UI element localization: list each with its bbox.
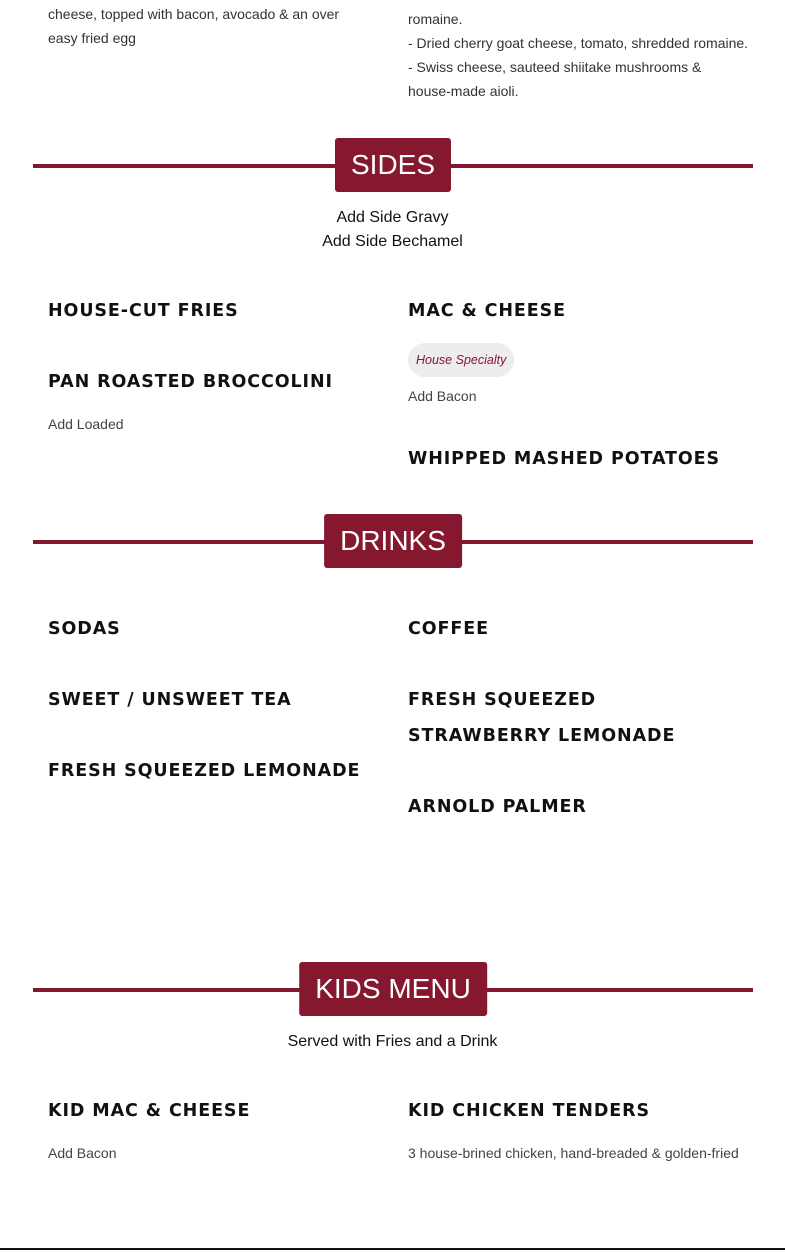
menu-item-coffee: COFFEE [408,619,489,639]
menu-item-description: 3 house-brined chicken, hand-breaded & golden-fried [408,1145,739,1161]
addon-loaded: Add Loaded [48,416,124,432]
menu-item-fresh-squeezed-strawberry-lemonade: FRESH SQUEEZED STRAWBERRY LEMONADE [408,690,676,746]
menu-item-whipped-mashed-potatoes: WHIPPED MASHED POTATOES [408,449,721,469]
prev-item-option: - Dried cherry goat cheese, tomato, shredded romaine. [408,35,749,51]
menu-item-kid-mac-and-cheese: KID MAC & CHEESE [48,1101,251,1121]
section-header-sides [33,138,753,192]
addon-bacon: Add Bacon [408,388,477,404]
side-note-bechamel: Add Side Bechamel [322,233,463,250]
menu-item-sweet-unsweet-tea: SWEET / UNSWEET TEA [48,690,292,710]
section-title: SIDES [335,138,451,192]
section-header-kids-menu [33,962,753,1016]
menu-item-pan-roasted-broccolini: PAN ROASTED BROCCOLINI [48,372,333,392]
prev-item-description-fragment: romaine. [408,11,463,27]
section-title: DRINKS [324,514,462,568]
prev-item-option: - Swiss cheese, sauteed shiitake mushrooms & house-made aioli. [408,59,702,99]
prev-item-description: cheese, topped with bacon, avocado & an over easy fried egg [48,6,340,46]
addon-bacon: Add Bacon [48,1145,117,1161]
kids-menu-note: Served with Fries and a Drink [287,1033,498,1050]
menu-item-house-cut-fries: HOUSE-CUT FRIES [48,301,239,321]
footer-divider [0,1248,785,1250]
side-note-gravy: Add Side Gravy [336,209,449,226]
section-header-drinks [33,514,753,568]
house-specialty-badge: House Specialty [408,343,514,377]
menu-item-kid-chicken-tenders: KID CHICKEN TENDERS [408,1101,650,1121]
menu-item-mac-and-cheese: MAC & CHEESE [408,301,567,321]
menu-item-sodas: SODAS [48,619,121,639]
menu-item-arnold-palmer: ARNOLD PALMER [408,797,587,817]
section-title: KIDS MENU [299,962,487,1016]
menu-item-fresh-squeezed-lemonade: FRESH SQUEEZED LEMONADE [48,761,361,781]
